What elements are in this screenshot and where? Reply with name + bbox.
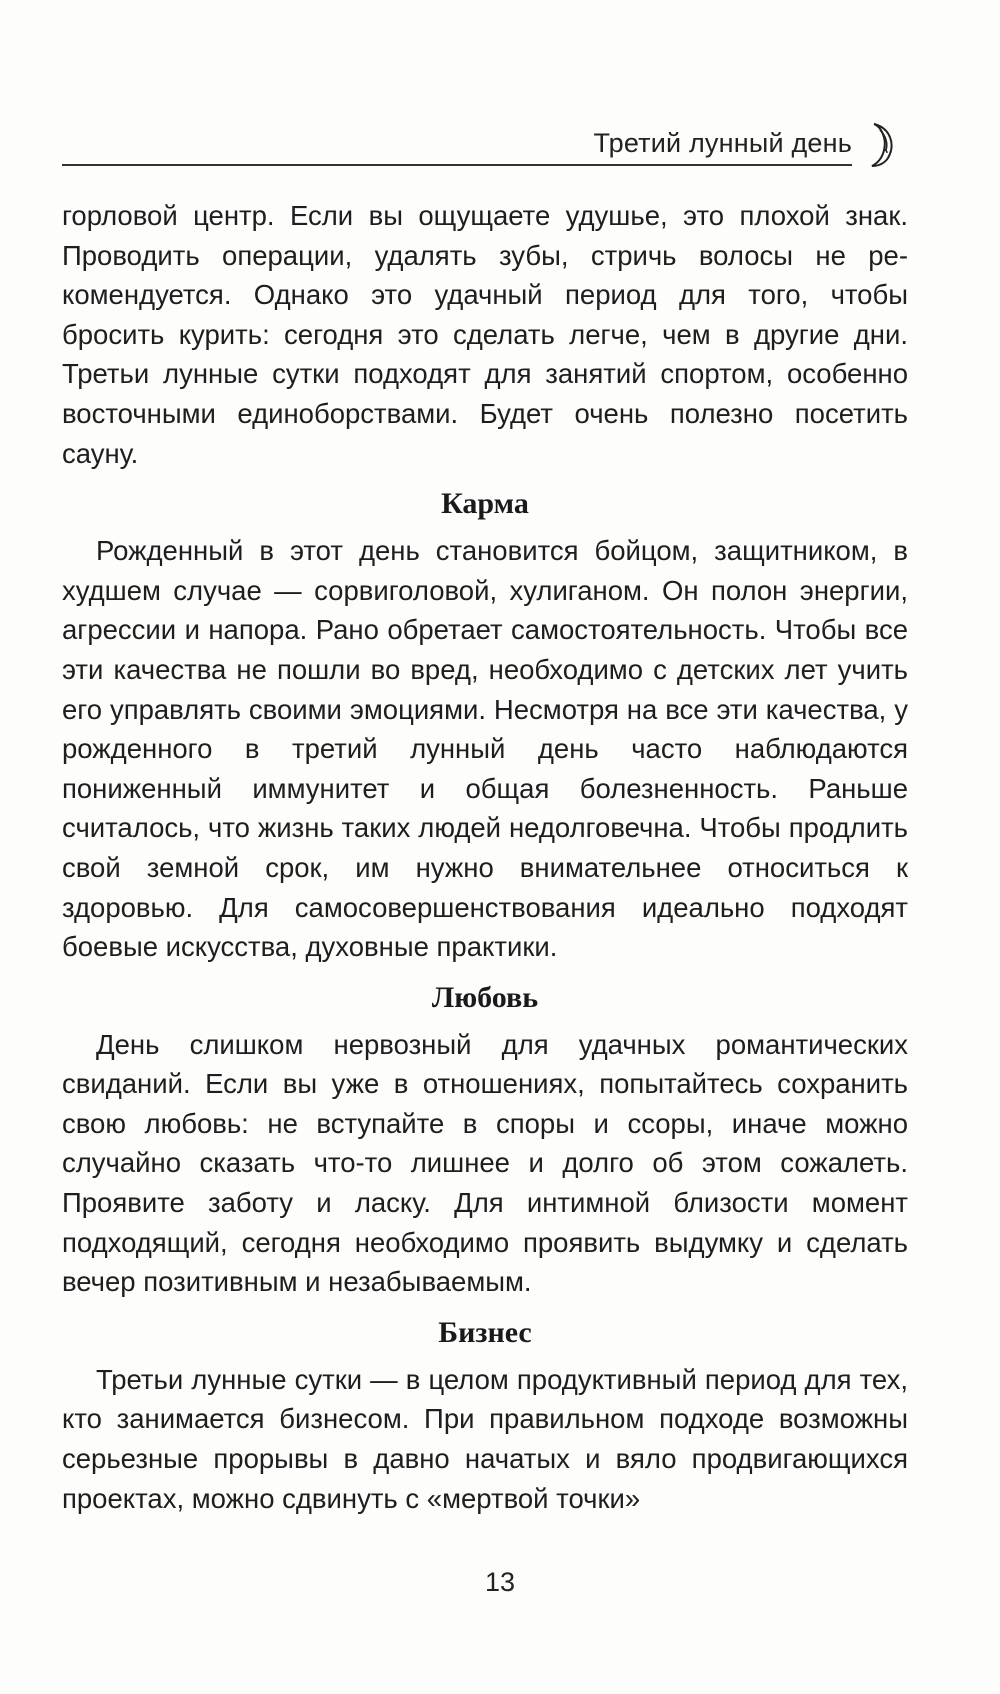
page-number: 13 <box>484 1567 516 1597</box>
crescent-moon-icon <box>860 120 908 168</box>
running-header <box>62 118 908 170</box>
running-title: Третий лунный день <box>593 128 852 158</box>
section-text-love: День слишком нервозный для удачных романтических свиданий. Если вы уже в отношениях, попытайтесь сохранить свою любовь: не вступайте в споры и ссоры, иначе можно случайно сказать что-то лишнее и долго об этом сожалеть. Проявите заботу и ласку. Для интимной близости момент подходящий, сегодня необходимо проявить выдумку и сделать вечер позитивным и незабываемым. <box>62 1028 908 1298</box>
intro-paragraph: горловой центр. Если вы ощущаете удушье, это плохой знак. Проводить операции, удалять зубы, стричь волосы не рекомендуется. Однако это удачный период для того, чтобы бросить курить: сегодня это сделать легче, чем в другие дни. Третьи лунные сутки подходят для занятий спортом, особенно восточными единоборствами. Будет очень полезно посетить сауну. <box>62 200 908 469</box>
section-title-love: Любовь <box>431 980 539 1014</box>
section-title-business: Бизнес <box>438 1315 532 1349</box>
header-rule <box>62 164 852 166</box>
section-title-karma: Карма <box>441 487 529 521</box>
body-text <box>62 196 908 1518</box>
section-text-business: Третьи лунные сутки — в целом продуктивный период для тех, кто занимается бизнесом. При правильном подходе возможны серьезные прорывы в давно начатых и вяло продвигающихся проектах, можно сдвинуть с «мертвой точки» <box>62 1363 908 1514</box>
section-text-karma: Рожденный в этот день становится бойцом, защитником, в худшем случае — сорвиголовой, хулиганом. Он полон энергии, агрессии и напора. Рано обретает самостоятельность. Чтобы все эти качества не пошли во вред, необходимо с детских лет учить его управлять своими эмоциями. Несмотря на все эти качества, у рожденного в третий лунный день часто наблюдаются пониженный иммунитет и общая болезненность. Раньше считалось, что жизнь таких людей недолговечна. Чтобы продлить свой земной срок, им нужно внимательнее относиться к здоровью. Для самосовершенствования идеально подходят боевые искусства, духовные практики. <box>62 535 908 963</box>
